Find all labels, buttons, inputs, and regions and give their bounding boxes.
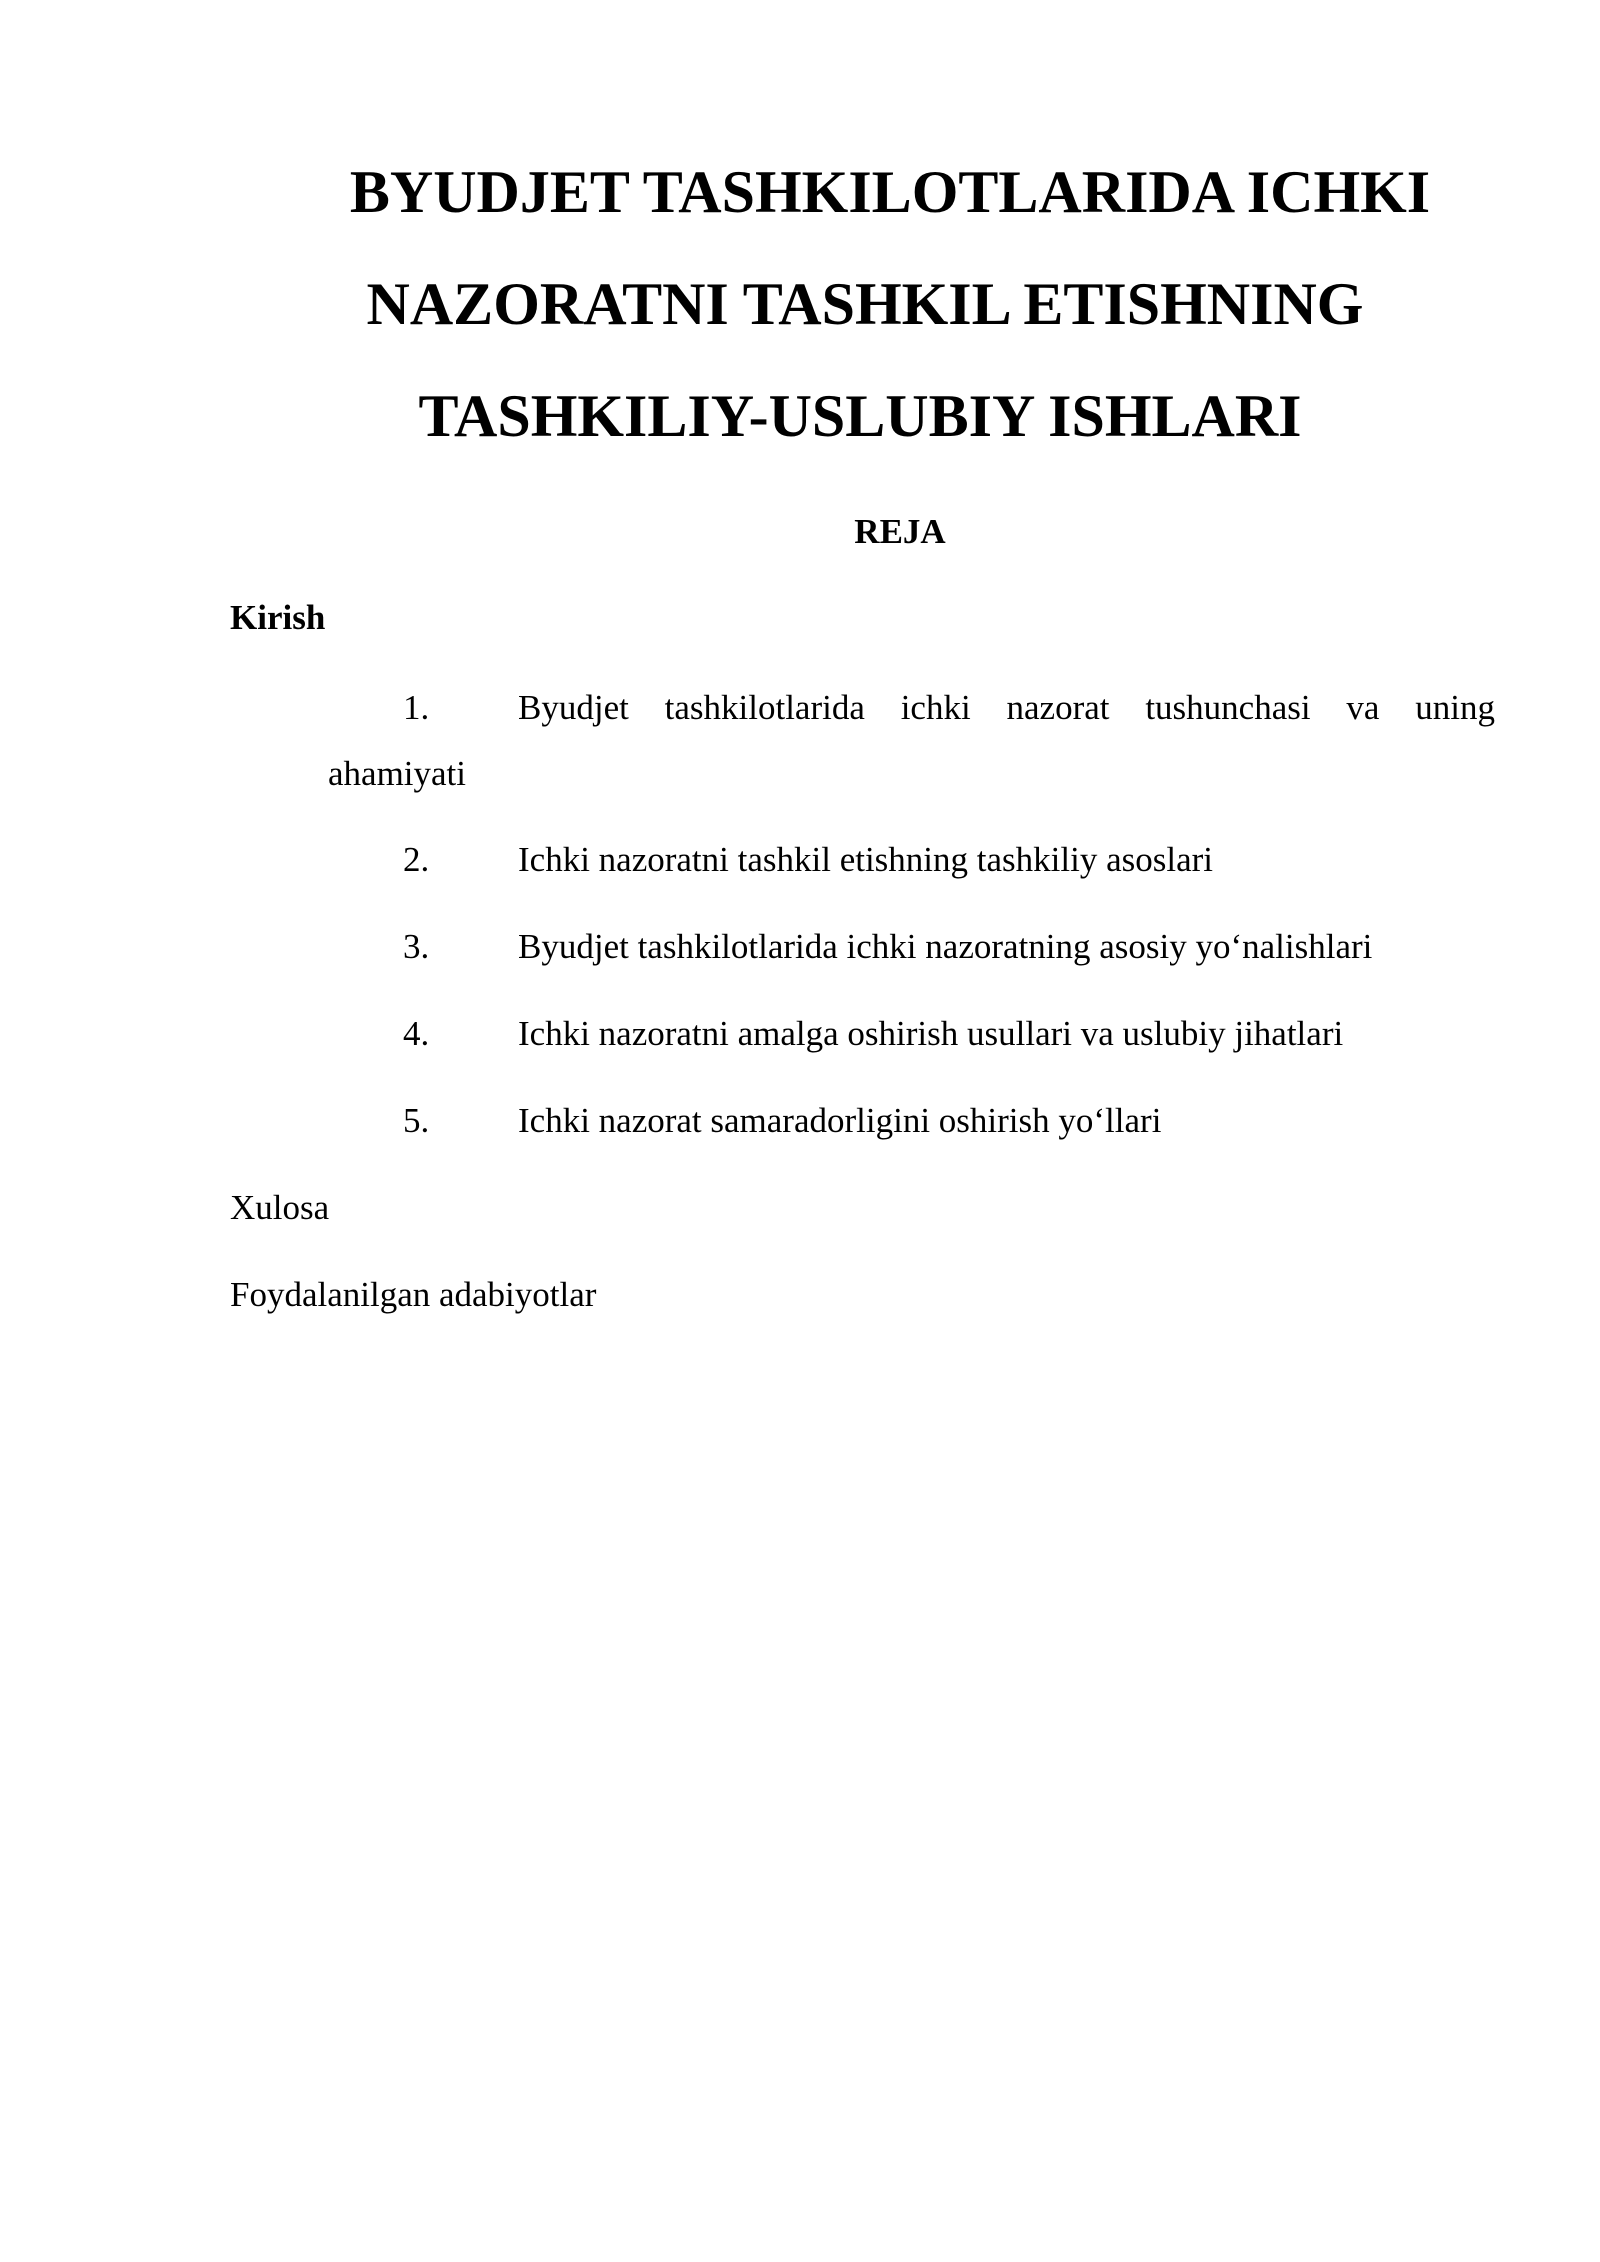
title-line-2: NAZORATNI TASHKIL ETISHNING [366, 271, 1364, 337]
list-item [230, 840, 1495, 880]
list-item-number: 3. [403, 927, 430, 966]
list-item-text: Ichki nazorat samaradorligini oshirish yo‘llari [518, 1101, 1162, 1140]
list-item-text: Byudjet tashkilotlarida ichki nazorat tushunchasi va uning [518, 688, 1495, 727]
list-item-text: Ichki nazoratni amalga oshirish usullari va uslubiy jihatlari [518, 1014, 1344, 1053]
intro-heading: Kirish [230, 598, 326, 637]
list-item-text: Ichki nazoratni tashkil etishning tashkiliy asoslari [518, 840, 1213, 879]
conclusion: Xulosa [230, 1188, 330, 1227]
plan-heading: REJA [854, 512, 946, 551]
list-item-number: 2. [403, 840, 430, 879]
list-item-number: 1. [403, 688, 430, 727]
list-item [230, 688, 1495, 798]
title-line-1: BYUDJET TASHKILOTLARIDA ICHKI [349, 159, 1431, 225]
list-item-number: 4. [403, 1014, 430, 1053]
references: Foydalanilgan adabiyotlar [230, 1275, 597, 1314]
list-item [230, 1014, 1495, 1054]
list-item-text: Byudjet tashkilotlarida ichki nazoratning asosiy yo‘nalishlari [518, 927, 1373, 966]
title-line-3: TASHKILIY-USLUBIY ISHLARI [418, 383, 1302, 449]
list-item-text-continuation: ahamiyati [328, 754, 467, 793]
list-item-number: 5. [403, 1101, 430, 1140]
list-item [230, 1101, 1495, 1141]
list-item [230, 927, 1495, 967]
